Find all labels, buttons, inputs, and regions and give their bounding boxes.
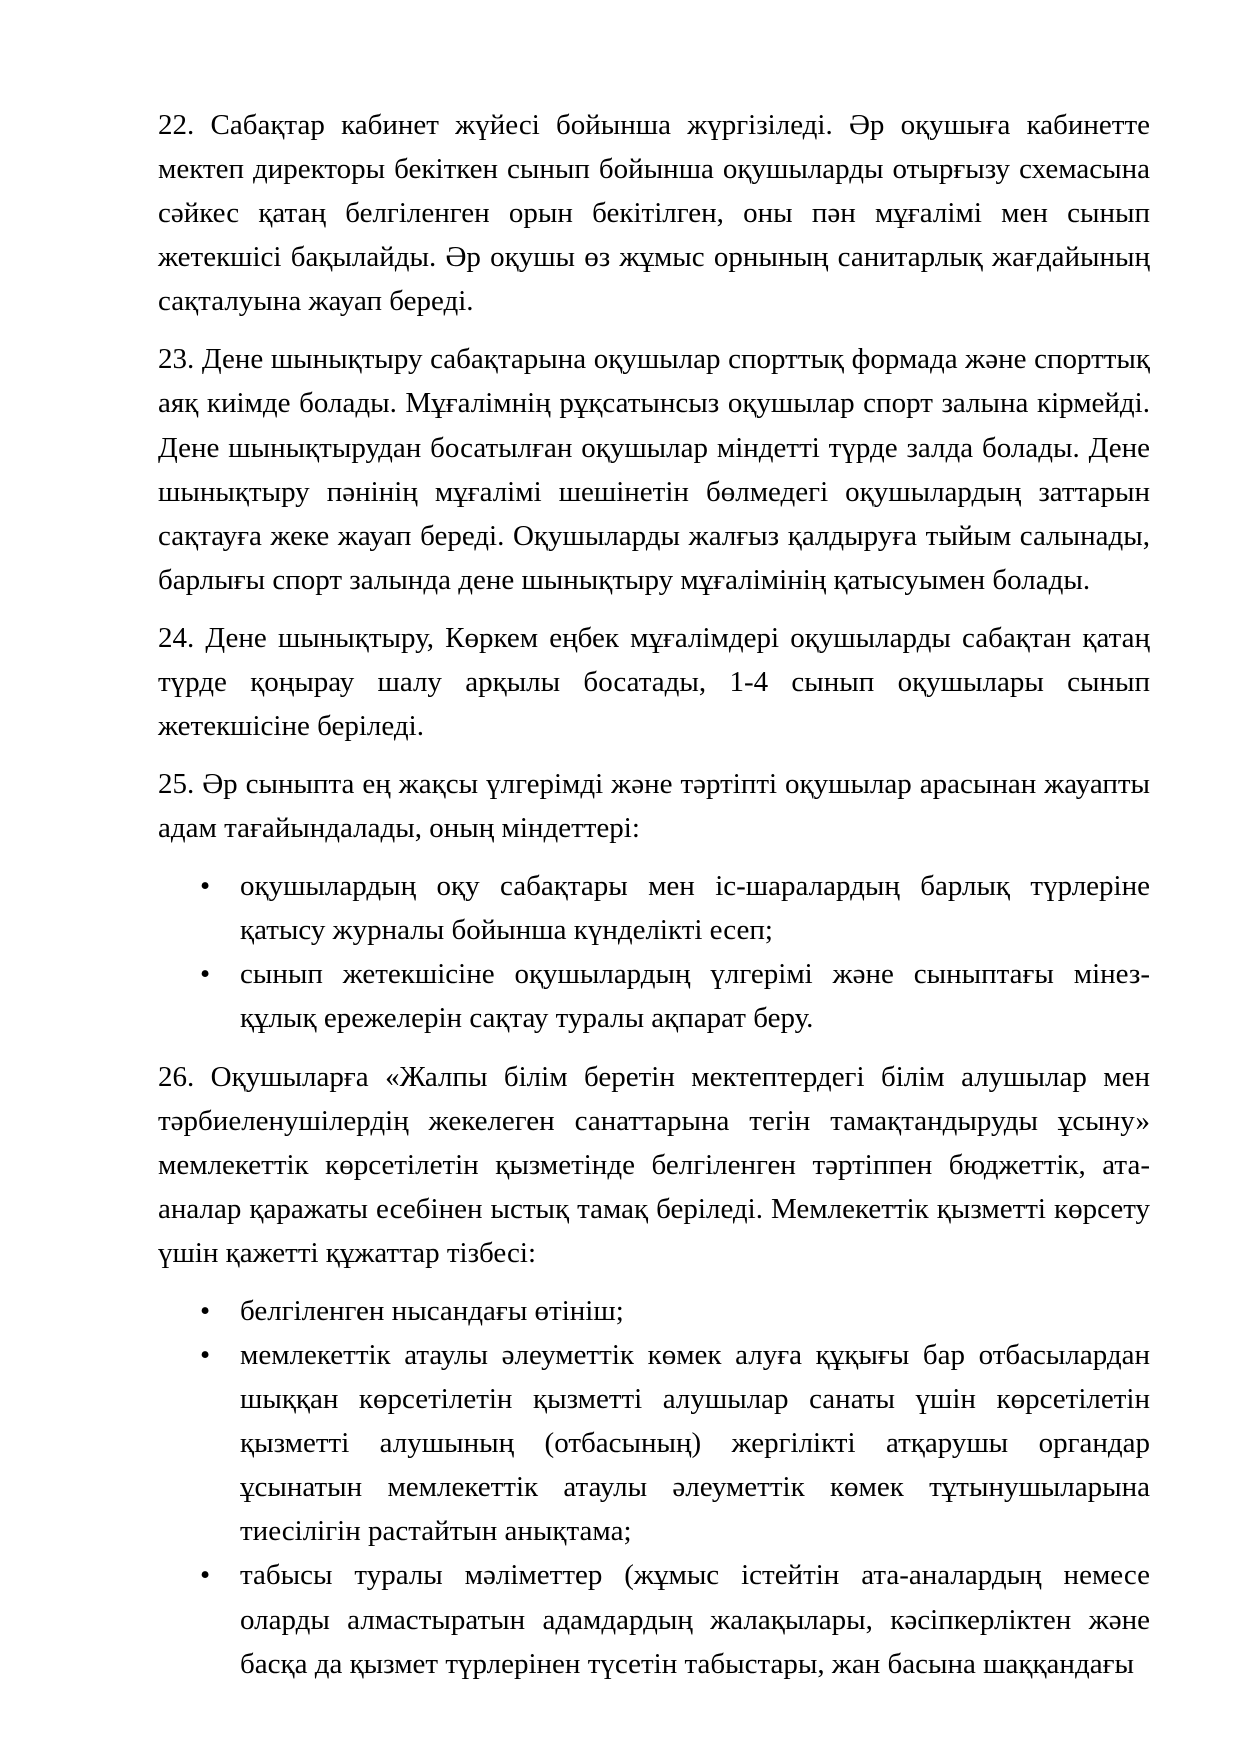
- paragraph-24: 24. Дене шынықтыру, Көркем еңбек мұғалімдері оқушыларды сабақтан қатаң түрде қоңырау шалу арқылы босатады, 1-4 сынып оқушылары сынып жетекшісіне беріледі.: [158, 621, 1150, 743]
- paragraph-23: 23. Дене шынықтыру сабақтарына оқушылар спорттық формада және спорттық аяқ киімде болады. Мұғалімнің рұқсатынсыз оқушылар спорт залына кірмейді. Дене шынықтырудан босатылған оқушылар міндетті түрде залда болады. Дене шынықтыру пәнінің мұғалімі шешінетін бөлмедегі оқушылардың заттарын сақтауға жеке жауап береді. Оқушыларды жалғыз қалдыруға тыйым салынады, барлығы спорт залында дене шынықтыру мұғалімінің қатысуымен болады.: [158, 343, 1150, 596]
- list-item: • мемлекеттік атаулы әлеуметтік көмек алуға құқығы бар отбасылардан шыққан көрсетілетін қызметті алушылар санаты үшін көрсетілетін қызметті алушының (отбасының) жергілікті атқарушы органдар ұсынатын мемлекеттік атаулы әлеуметтік көмек тұтынушыларына тиесілігін растайтын анықтама;: [240, 1333, 1150, 1553]
- list-item: • белгіленген нысандағы өтініш;: [240, 1289, 1150, 1333]
- paragraph-22: 22. Сабақтар кабинет жүйесі бойынша жүргізіледі. Әр оқушыға кабинетте мектеп директоры бекіткен сынып бойынша оқушыларды отырғызу схемасына сәйкес қатаң белгіленген орын бекітілген, оны пән мұғалімі мен сынып жетекшісі бақылайды. Әр оқушы өз жұмыс орнының санитарлық жағдайының сақталуына жауап береді.: [158, 109, 1150, 318]
- paragraph-25-intro: 25. Әр сыныпта ең жақсы үлгерімді және тәртіпті оқушылар арасынан жауапты адам тағайындалады, оның міндеттері:: [158, 768, 1150, 845]
- list-item: • сынып жетекшісіне оқушылардың үлгерімі және сыныптағы мінез-құлық ережелерін сақтау туралы ақпарат беру.: [240, 952, 1150, 1040]
- list-item: • табысы туралы мәліметтер (жұмыс істейтін ата-аналардың немесе оларды алмастыратын адамдардың жалақылары, кәсіпкерліктен және басқа да қызмет түрлерінен түсетін табыстары, жан басына шаққандағы: [240, 1553, 1150, 1685]
- list-item: • оқушылардың оқу сабақтары мен іс-шаралардың барлық түрлеріне қатысу журналы бойынша күнделікті есеп;: [240, 864, 1150, 952]
- paragraph-25-bullet-list: [158, 864, 1150, 1040]
- paragraph-26-intro: 26. Оқушыларға «Жалпы білім беретін мектептердегі білім алушылар мен тәрбиеленушілердің жекелеген санаттарына тегін тамақтандыруды ұсыну» мемлекеттік көрсетілетін қызметінде белгіленген тәртіппен бюджеттік, ата-аналар қаражаты есебінен ыстық тамақ беріледі. Мемлекеттік қызметті көрсету үшін қажетті құжаттар тізбесі:: [158, 1060, 1150, 1269]
- paragraph-26-bullet-list: [158, 1289, 1150, 1686]
- document-body: [158, 103, 1150, 1686]
